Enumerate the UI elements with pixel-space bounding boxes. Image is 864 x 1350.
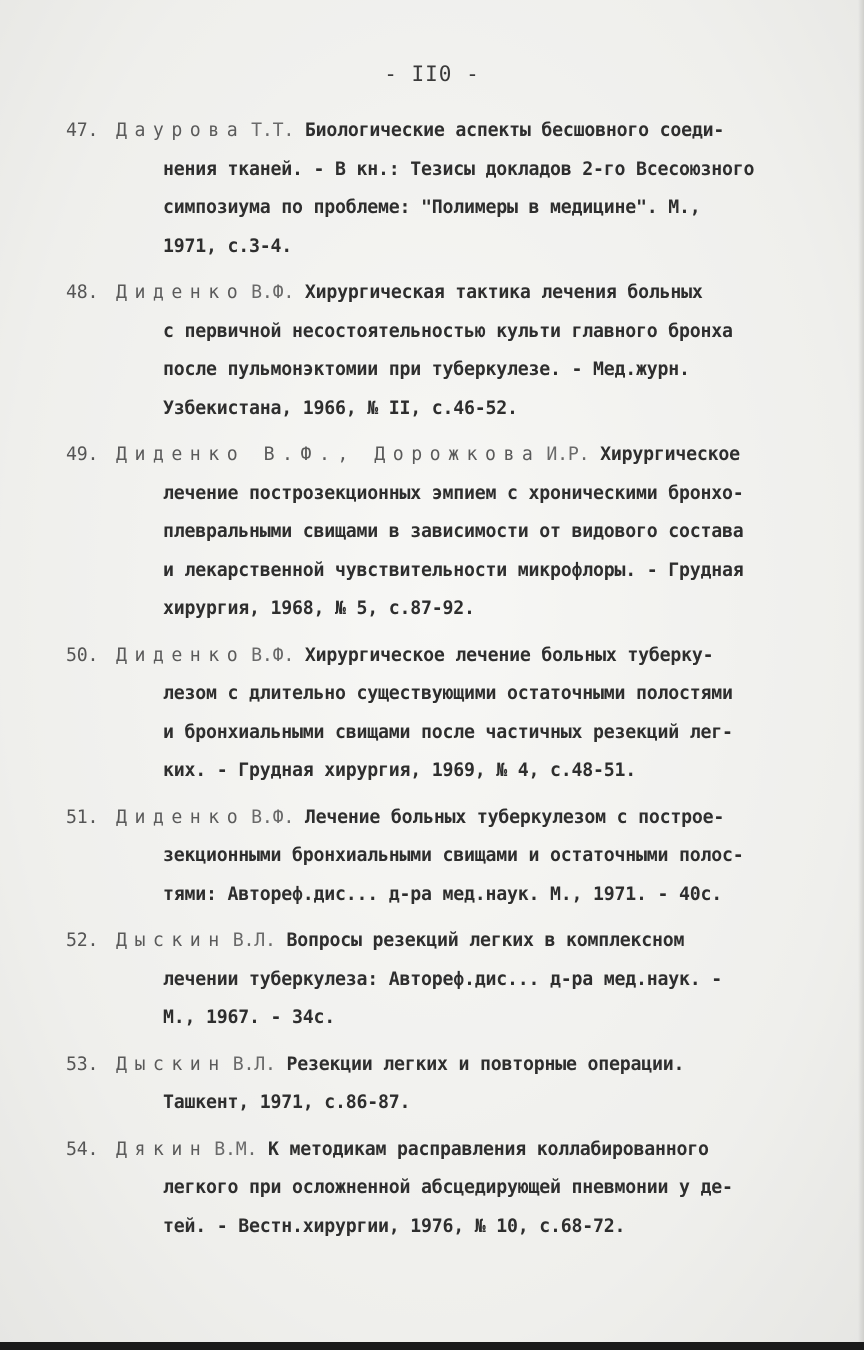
entry-initials: В.Л. bbox=[232, 1053, 276, 1075]
entry-number: 52. bbox=[66, 930, 99, 951]
entry-continuation-line bbox=[66, 999, 810, 1038]
entry-text: зекционными бронхиальными свищами и остаточными полос- bbox=[163, 845, 744, 866]
entry-initials: И.Р. bbox=[546, 444, 590, 465]
entry-text: 1971, с.3-4. bbox=[163, 235, 292, 257]
page-number: - II0 - bbox=[384, 62, 480, 86]
entry-initials: В.Ф. bbox=[251, 282, 295, 303]
entry-number: 49. bbox=[66, 444, 99, 465]
entry-continuation-line bbox=[66, 228, 810, 267]
entry-text: Лечение больных туберкулезом с построе- bbox=[304, 806, 725, 828]
entry-text: Узбекистана, 1966, № II, с.46-52. bbox=[163, 397, 518, 419]
entry-first-line bbox=[66, 922, 810, 961]
entry-text: лезом с длительно существующими остаточными полостями bbox=[163, 683, 733, 704]
entry-first-line bbox=[66, 112, 810, 151]
entry-number: 51. bbox=[66, 806, 99, 828]
entry-text: после пульмонэктомии при туберкулезе. - Мед.журн. bbox=[163, 359, 690, 380]
entry-first-line bbox=[66, 436, 810, 475]
entry-continuation-line bbox=[66, 513, 810, 552]
entry-continuation-line bbox=[66, 351, 810, 390]
entry-first-line bbox=[66, 1046, 810, 1085]
entry-continuation-line bbox=[66, 475, 810, 514]
entry-initials: Т.Т. bbox=[251, 120, 295, 141]
entry-text: К методикам расправления коллабированного bbox=[268, 1138, 709, 1160]
entry-text: тей. - Вестн.хирургии, 1976, № 10, с.68-72. bbox=[163, 1215, 626, 1237]
entry-text: М., 1967. - 34с. bbox=[163, 1007, 335, 1028]
entry-author: Дякин bbox=[116, 1138, 209, 1160]
entry-text: симпозиума по проблеме: "Полимеры в медицине". М., bbox=[163, 197, 701, 218]
entry-number: 54. bbox=[66, 1138, 99, 1160]
entry-first-line bbox=[66, 1131, 810, 1170]
scan-bottom-edge bbox=[0, 1342, 864, 1350]
entry-number: 48. bbox=[66, 282, 99, 303]
bibliography-list bbox=[66, 112, 810, 1254]
entry-initials: В.М. bbox=[214, 1138, 258, 1160]
entry-text: Вопросы резекций легких в комплексном bbox=[286, 930, 685, 951]
entry-text: нения тканей. - В кн.: Тезисы докладов 2-го Всесоюзного bbox=[163, 158, 755, 180]
entry-continuation-line bbox=[66, 1169, 810, 1208]
entry-continuation-line bbox=[66, 837, 810, 876]
entry-continuation-line bbox=[66, 752, 810, 791]
bibliography-entry bbox=[66, 799, 810, 915]
entry-first-line bbox=[66, 799, 810, 838]
bibliography-entry bbox=[66, 274, 810, 428]
entry-first-line bbox=[66, 274, 810, 313]
entry-text: Ташкент, 1971, с.86-87. bbox=[163, 1092, 411, 1113]
entry-text: тями: Автореф.дис... д-ра мед.наук. М., 1971. - 40с. bbox=[163, 883, 722, 905]
entry-text: лечении туберкулеза: Автореф.дис... д-ра мед.наук. - bbox=[163, 968, 722, 990]
entry-continuation-line bbox=[66, 714, 810, 753]
entry-author: Диденко В.Ф., Дорожкова bbox=[116, 444, 541, 465]
entry-text: лечение построзекционных эмпием с хроническими бронхо- bbox=[163, 482, 744, 504]
entry-number: 47. bbox=[66, 120, 99, 141]
entry-continuation-line bbox=[66, 1084, 810, 1123]
bibliography-entry bbox=[66, 112, 810, 266]
entry-initials: В.Л. bbox=[232, 930, 276, 951]
entry-continuation-line bbox=[66, 675, 810, 714]
entry-continuation-line bbox=[66, 590, 810, 629]
entry-author: Диденко bbox=[116, 806, 246, 828]
bibliography-entry bbox=[66, 637, 810, 791]
entry-author: Диденко bbox=[116, 644, 246, 666]
entry-text: и бронхиальными свищами после частичных резекций лег- bbox=[163, 721, 733, 743]
entry-text: с первичной несостоятельностью культи главного бронха bbox=[163, 320, 733, 342]
entry-text: и лекарственной чувствительности микрофлоры. - Грудная bbox=[163, 559, 744, 581]
entry-text: Хирургическое bbox=[600, 444, 740, 465]
entry-number: 53. bbox=[66, 1053, 99, 1075]
entry-text: хирургия, 1968, № 5, с.87-92. bbox=[163, 598, 475, 619]
entry-author: Дыскин bbox=[116, 1053, 227, 1075]
entry-continuation-line bbox=[66, 552, 810, 591]
entry-number: 50. bbox=[66, 644, 99, 666]
entry-text: Резекции легких и повторные операции. bbox=[286, 1053, 685, 1075]
entry-initials: В.Ф. bbox=[251, 806, 295, 828]
entry-continuation-line bbox=[66, 876, 810, 915]
entry-continuation-line bbox=[66, 313, 810, 352]
entry-continuation-line bbox=[66, 1208, 810, 1247]
entry-text: Хирургическое лечение больных туберку- bbox=[304, 644, 714, 666]
entry-text: легкого при осложненной абсцедирующей пневмонии у де- bbox=[163, 1177, 733, 1198]
entry-author: Даурова bbox=[116, 120, 246, 141]
entry-continuation-line bbox=[66, 390, 810, 429]
entry-continuation-line bbox=[66, 961, 810, 1000]
entry-continuation-line bbox=[66, 189, 810, 228]
scan-edge-shadow bbox=[858, 0, 864, 1350]
entry-text: плевральными свищами в зависимости от видового состава bbox=[163, 521, 744, 542]
bibliography-entry bbox=[66, 1046, 810, 1123]
bibliography-entry bbox=[66, 1131, 810, 1247]
entry-text: Биологические аспекты бесшовного соеди- bbox=[304, 120, 725, 141]
bibliography-entry bbox=[66, 922, 810, 1038]
entry-initials: В.Ф. bbox=[251, 644, 295, 666]
entry-author: Дыскин bbox=[116, 930, 227, 951]
entry-text: ких. - Грудная хирургия, 1969, № 4, с.48-51. bbox=[163, 760, 636, 781]
entry-author: Диденко bbox=[116, 282, 246, 303]
entry-continuation-line bbox=[66, 151, 810, 190]
entry-first-line bbox=[66, 637, 810, 676]
bibliography-entry bbox=[66, 436, 810, 629]
entry-text: Хирургическая тактика лечения больных bbox=[304, 282, 703, 303]
